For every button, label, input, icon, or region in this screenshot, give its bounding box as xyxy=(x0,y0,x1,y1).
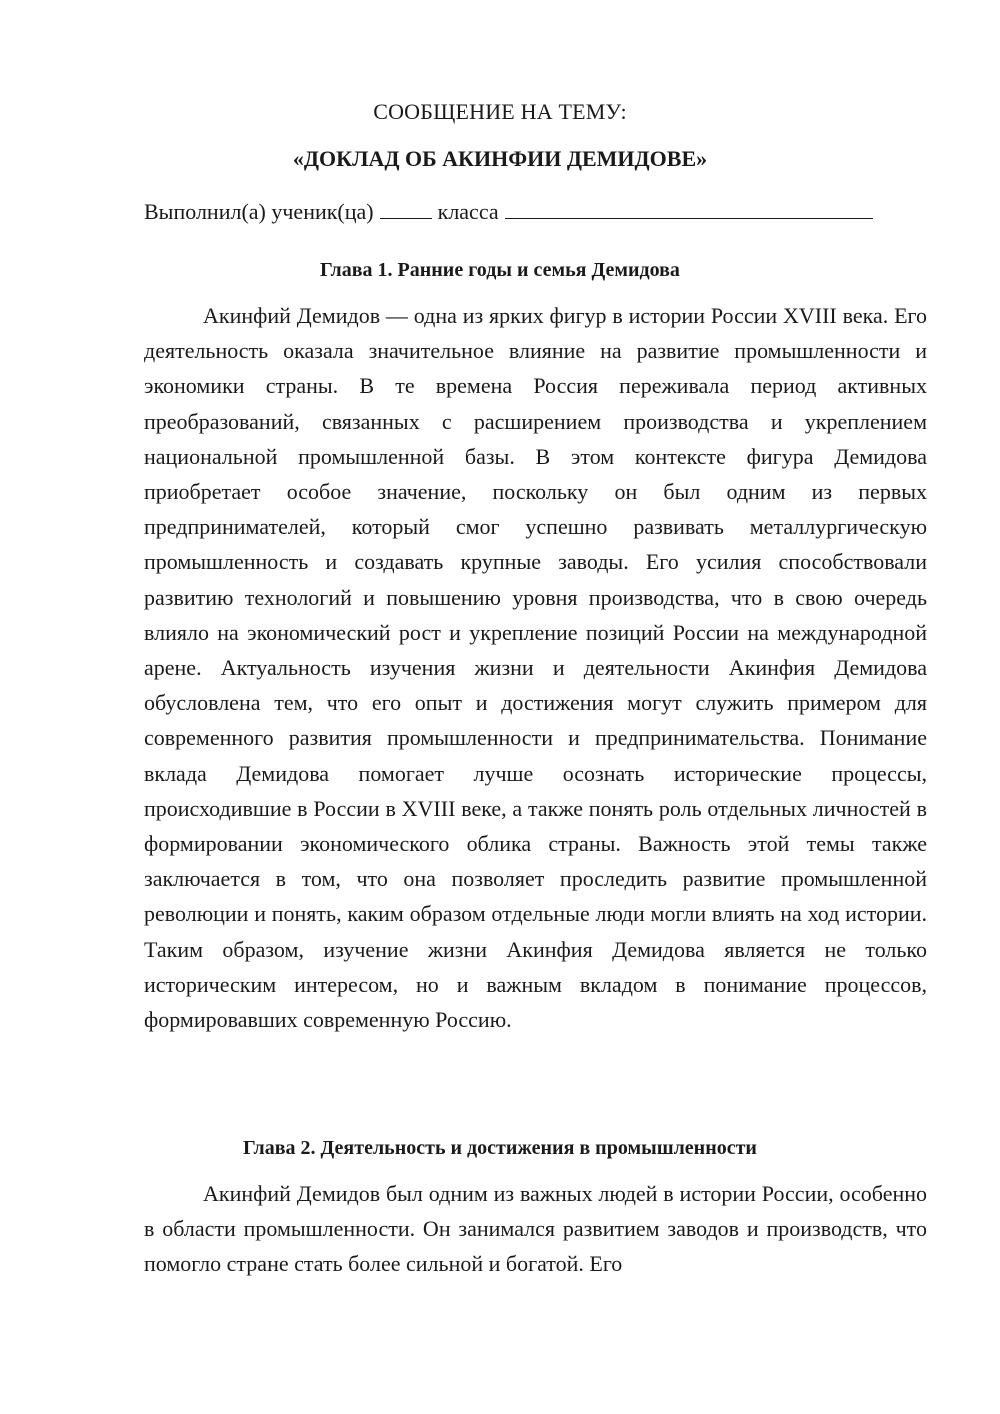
chapter-2-heading: Глава 2. Деятельность и достижения в промышленности xyxy=(243,1137,757,1159)
document-type-line: СООБЩЕНИЕ НА ТЕМУ: xyxy=(373,99,627,124)
document-title: «ДОКЛАД ОБ АКИНФИИ ДЕМИДОВЕ» xyxy=(292,146,708,171)
author-line xyxy=(144,198,934,226)
chapter-2-paragraph: Акинфий Демидов был одним из важных людей в истории России, особенно в области промышленности. Он занимался развитием заводов и производств, что помогло стране стать более сильной и богатой. Его xyxy=(144,1181,927,1277)
author-prefix: Выполнил(а) ученик(ца) xyxy=(144,199,374,224)
chapter-1-paragraph: Акинфий Демидов — одна из ярких фигур в истории России XVIII века. Его деятельность оказала значительное влияние на развитие промышленности и экономики страны. В те времена Россия переживала период активных преобразований, связанных с расширением производства и укреплением национальной промышленной базы. В этом контексте фигура Демидова приобретает особое значение, поскольку он был одним из первых предпринимателей, который смог успешно развивать металлургическую промышленность и создавать крупные заводы. Его усилия способствовали развитию технологий и повышению уровня производства, что в свою очередь влияло на экономический рост и укрепление позиций России на международной арене. Актуальность изучения жизни и деятельности Акинфия Демидова обусловлена тем, что его опыт и достижения могут служить примером для современного развития промышленности и предпринимательства. Понимание вклада Демидова помогает лучше осознать исторические процессы, происходившие в России в XVIII веке, а также понять роль отдельных личностей в формировании экономического облика страны. Важность этой темы также заключается в том, что она позволяет проследить развитие промышленной революции и понять, каким образом отдельные люди могли влиять на ход истории. Таким образом, изучение жизни Акинфия Демидова является не только историческим интересом, но и важным вкладом в понимание процессов, формировавших современную Россию. xyxy=(144,303,927,1033)
student-name-blank xyxy=(505,198,873,219)
class-label: класса xyxy=(437,199,499,224)
chapter-1-heading: Глава 1. Ранние годы и семья Демидова xyxy=(320,259,680,281)
class-number-blank xyxy=(380,198,432,219)
